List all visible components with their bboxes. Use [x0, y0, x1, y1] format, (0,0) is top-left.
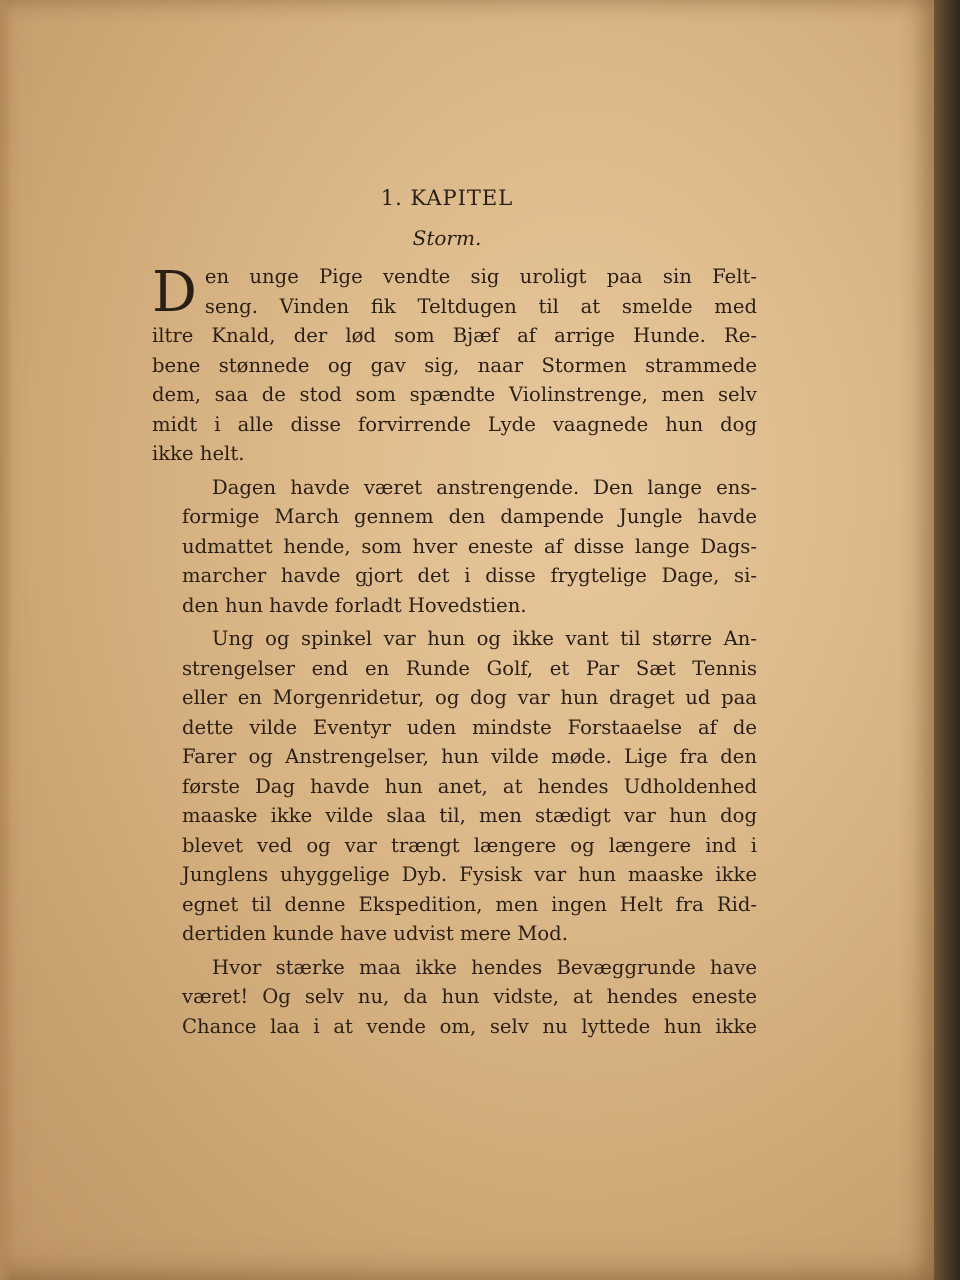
text-line: Farer og Anstrengelser, hun vilde møde. Lige fra den — [182, 745, 757, 768]
text-line: dette vilde Eventyr uden mindste Forstaaelse af de — [182, 715, 757, 739]
text-line: første Dag havde hun anet, at hendes Udholdenhed — [182, 774, 757, 798]
text-line: Junglens uhyggelige Dyb. Fysisk var hun maaske ikke — [182, 863, 757, 886]
chapter-heading: 1. KAPITEL — [380, 186, 514, 210]
page-left-edge — [0, 0, 12, 1280]
text-line: bene stønnede og gav sig, naar Stormen strammede — [152, 353, 757, 377]
chapter-title: Storm. — [412, 226, 482, 250]
paragraph-4 — [152, 953, 757, 1042]
text-line: marcher havde gjort det i disse frygtelige Dage, si- — [182, 564, 757, 587]
text-line: eller en Morgenridetur, og dog var hun draget ud paa — [182, 686, 757, 709]
text-line: iltre Knald, der lød som Bjæf af arrige Hunde. Re- — [152, 324, 757, 347]
text-line: strengelser end en Runde Golf, et Par Sæt Tennis — [182, 656, 757, 680]
paragraph-3 — [152, 624, 757, 949]
text-line: udmattet hende, som hver eneste af disse lange Dags- — [182, 534, 757, 558]
text-line: været! Og selv nu, da hun vidste, at hendes eneste — [182, 985, 757, 1008]
text-line: maaske ikke vilde slaa til, men stædigt var hun dog — [182, 804, 757, 827]
body-text — [152, 262, 757, 1041]
text-line: midt i alle disse forvirrende Lyde vaagnede hun dog — [152, 412, 757, 436]
paragraph-1 — [152, 262, 757, 469]
text-line: Ung og spinkel var hun og ikke vant til større An- — [212, 627, 757, 650]
text-line: dertiden kunde have udvist mere Mod. — [182, 922, 568, 945]
text-line: dem, saa de stod som spændte Violinstrenge, men selv — [152, 383, 757, 406]
text-line: Chance laa i at vende om, selv nu lyttede hun ikke — [182, 1014, 757, 1038]
paragraph-2 — [152, 473, 757, 621]
text-line: egnet til denne Ekspedition, men ingen Helt fra Rid- — [182, 892, 757, 916]
text-line: blevet ved og var trængt længere og længere ind i — [182, 833, 757, 857]
text-line: Dagen havde været anstrengende. Den lange ens- — [212, 475, 757, 499]
text-line: den hun havde forladt Hovedstien. — [182, 593, 527, 617]
book-gutter-shadow — [934, 0, 960, 1280]
text-line: Hvor stærke maa ikke hendes Bevæggrunde have — [212, 955, 757, 979]
text-line: seng. Vinden fik Teltdugen til at smelde med — [204, 294, 757, 318]
text-line: en unge Pige vendte sig uroligt paa sin Felt- — [204, 265, 757, 288]
text-line: ikke helt. — [152, 442, 245, 465]
text-line: formige March gennem den dampende Jungle havde — [182, 505, 757, 528]
drop-cap: D — [152, 260, 197, 325]
